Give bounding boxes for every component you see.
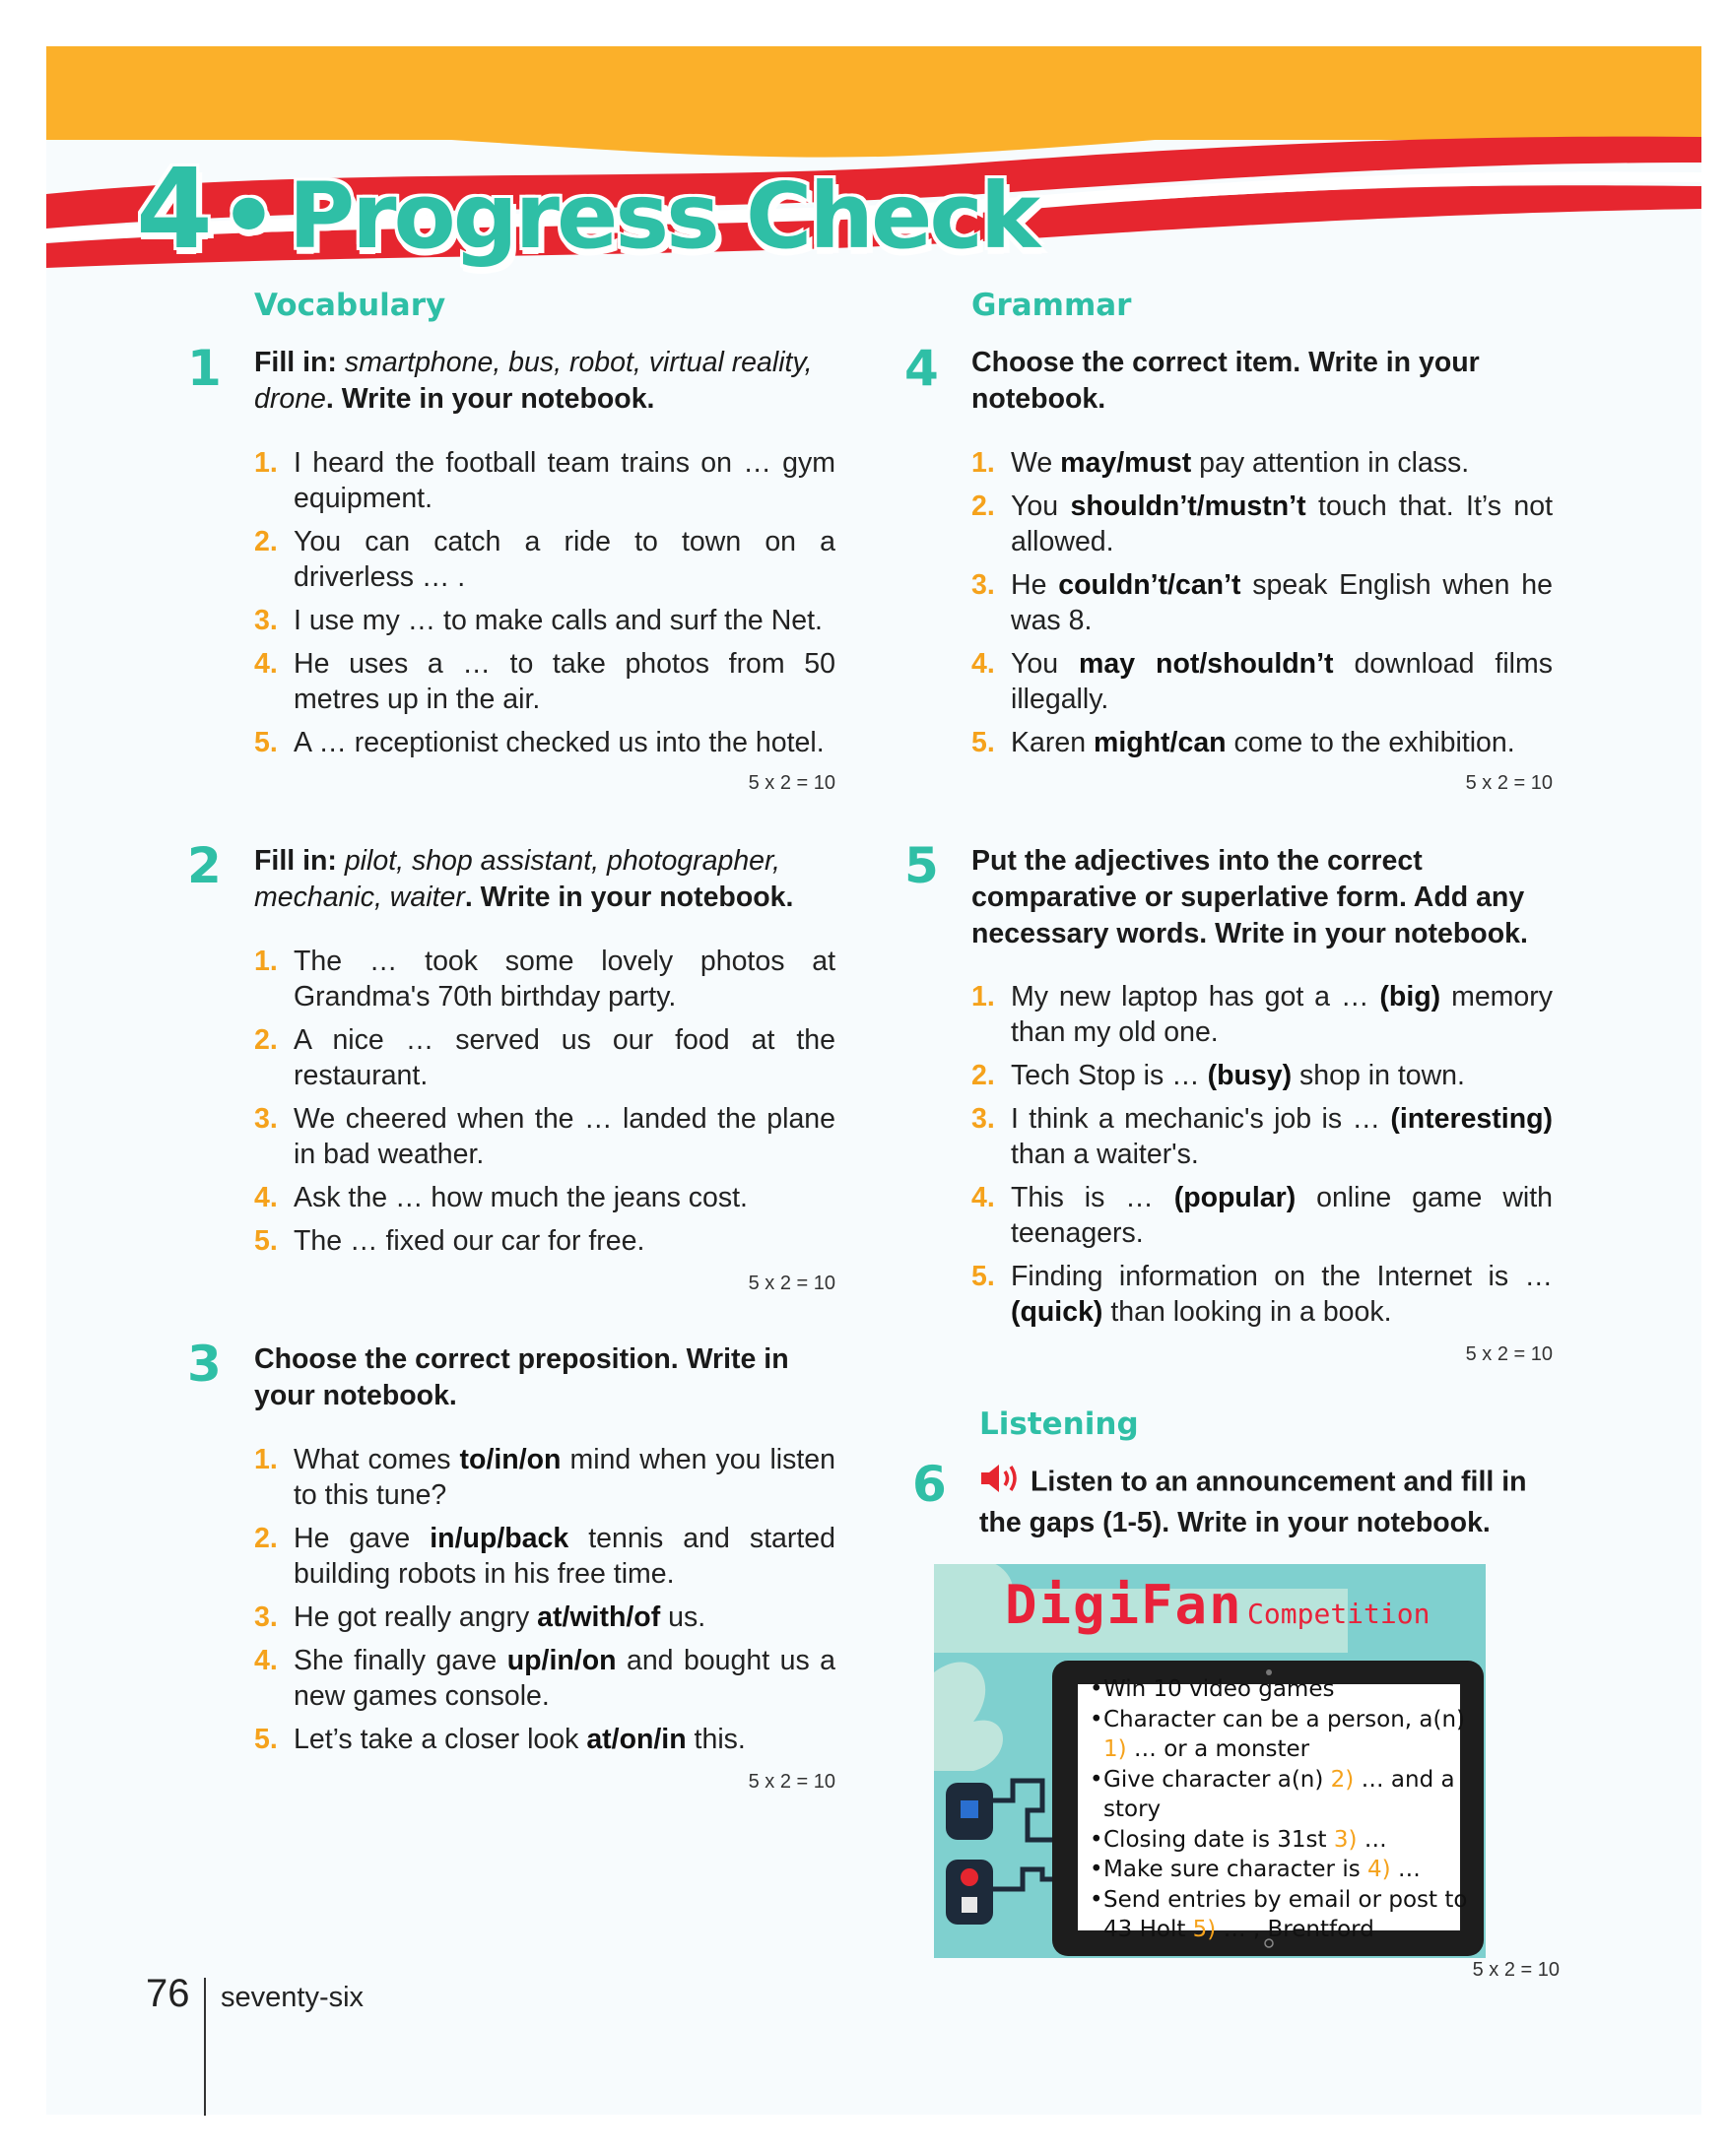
item-choice: may/must bbox=[1060, 447, 1192, 479]
poster-brand: DigiFan bbox=[1005, 1574, 1243, 1636]
exercise-2-number: 2 bbox=[187, 837, 222, 894]
item-text-after: pay attention in class. bbox=[1191, 447, 1470, 479]
item-text: I heard the football team trains on … gym equipment. bbox=[294, 447, 835, 514]
exercise-4-number: 4 bbox=[904, 340, 939, 397]
item-text-before: What comes bbox=[294, 1444, 460, 1475]
speaker-icon[interactable] bbox=[979, 1462, 1023, 1505]
exercise-2-instruction bbox=[254, 843, 835, 916]
item-choice: (interesting) bbox=[1390, 1103, 1553, 1135]
item-text: He uses a … to take photos from 50 metres up in the air. bbox=[294, 648, 835, 715]
item-number: 1. bbox=[971, 981, 995, 1013]
exercise-1-score: 5 x 2 = 10 bbox=[748, 772, 835, 794]
exercise-4-instruction: Choose the correct item. Write in your notebook. bbox=[971, 347, 1480, 415]
item-number: 3. bbox=[254, 1601, 278, 1633]
ex1-prefix: Fill in: bbox=[254, 347, 337, 378]
vocabulary-heading: Vocabulary bbox=[254, 288, 446, 323]
poster-line-text: Win 10 video games bbox=[1103, 1676, 1335, 1702]
page-number: 76 bbox=[146, 1972, 190, 2015]
poster-line-text: Send entries by email or post to 43 Holt bbox=[1103, 1886, 1468, 1942]
item-choice: at/on/in bbox=[586, 1724, 687, 1755]
item-number: 4. bbox=[254, 648, 278, 680]
item-number: 5. bbox=[254, 1724, 278, 1755]
list-item bbox=[254, 1722, 835, 1757]
item-choice: (popular) bbox=[1173, 1182, 1297, 1213]
poster-line-rest: … bbox=[1357, 1826, 1387, 1853]
item-choice: to/in/on bbox=[459, 1444, 562, 1475]
item-number: 5. bbox=[254, 1225, 278, 1257]
exercise-5-score: 5 x 2 = 10 bbox=[1465, 1343, 1553, 1365]
title-separator: • bbox=[219, 163, 275, 269]
item-choice: up/in/on bbox=[506, 1645, 617, 1676]
exercise-3-instruction: Choose the correct preposition. Write in your notebook. bbox=[254, 1343, 789, 1411]
item-text-before: This is … bbox=[1011, 1182, 1174, 1213]
exercise-5-instruction: Put the adjectives into the correct comparative or superlative form. Add any necessary words. Write in your notebook. bbox=[971, 845, 1528, 949]
list-item bbox=[971, 567, 1553, 638]
item-text: You can catch a ride to town on a driverless … . bbox=[294, 526, 835, 593]
poster-info-list bbox=[1090, 1674, 1484, 1945]
item-number: 5. bbox=[971, 1261, 995, 1292]
item-text-after: touch that. It’s not allowed. bbox=[1011, 490, 1554, 557]
item-text-before: He bbox=[1011, 569, 1059, 601]
item-text-after: mind when you listen to this tune? bbox=[294, 1444, 835, 1511]
item-number: 4. bbox=[254, 1182, 278, 1213]
item-choice: at/with/of bbox=[537, 1601, 661, 1633]
item-choice: shouldn’t/mustn’t bbox=[1070, 490, 1306, 522]
grammar-heading: Grammar bbox=[971, 288, 1132, 323]
list-item bbox=[254, 1180, 835, 1215]
exercise-3-list bbox=[254, 1442, 835, 1765]
gap-number: 4) bbox=[1367, 1857, 1391, 1882]
item-number: 2. bbox=[254, 1024, 278, 1056]
ex6-instruction-text: Listen to an announcement and fill in the gaps (1-5). Write in your notebook. bbox=[979, 1466, 1527, 1538]
poster-line bbox=[1090, 1885, 1484, 1945]
poster-line-rest: … and a story bbox=[1103, 1766, 1455, 1822]
list-item bbox=[971, 1058, 1553, 1093]
item-number: 5. bbox=[254, 727, 278, 758]
exercise-1-list bbox=[254, 445, 835, 768]
item-text-before: You bbox=[1011, 648, 1080, 680]
item-text: I use my … to make calls and surf the Net. bbox=[294, 605, 823, 636]
ex2-word-list: pilot, shop assistant, photographer, mechanic, waiter bbox=[254, 845, 780, 913]
item-text-after: come to the exhibition. bbox=[1226, 727, 1515, 758]
item-text-before: My new laptop has got a … bbox=[1011, 981, 1380, 1013]
poster-line-text: Make sure character is bbox=[1103, 1857, 1368, 1882]
item-choice: might/can bbox=[1093, 727, 1227, 758]
exercise-5-list bbox=[971, 979, 1553, 1338]
exercise-5-number: 5 bbox=[904, 837, 939, 894]
ex2-prefix: Fill in: bbox=[254, 845, 337, 877]
item-text: Ask the … how much the jeans cost. bbox=[294, 1182, 748, 1213]
exercise-1-number: 1 bbox=[187, 340, 222, 397]
ex1-suffix: . Write in your notebook. bbox=[325, 383, 655, 415]
list-item bbox=[254, 445, 835, 516]
item-number: 3. bbox=[971, 569, 995, 601]
item-text-after: online game with teenagers. bbox=[1011, 1182, 1553, 1249]
item-text-before: We bbox=[1011, 447, 1061, 479]
item-text-after: than a waiter's. bbox=[1011, 1139, 1199, 1170]
list-item bbox=[254, 603, 835, 638]
poster-line bbox=[1090, 1674, 1484, 1705]
listening-heading: Listening bbox=[979, 1406, 1139, 1442]
item-text: The … fixed our car for free. bbox=[294, 1225, 645, 1257]
item-number: 2. bbox=[254, 526, 278, 557]
item-text-before: She finally gave bbox=[294, 1645, 507, 1676]
list-item bbox=[971, 1101, 1553, 1172]
list-item bbox=[254, 1600, 835, 1635]
poster-line-rest: … bbox=[1390, 1857, 1421, 1882]
item-number: 3. bbox=[254, 605, 278, 636]
item-text-before: I think a mechanic's job is … bbox=[1011, 1103, 1391, 1135]
item-number: 2. bbox=[254, 1523, 278, 1554]
exercise-6-number: 6 bbox=[912, 1456, 947, 1513]
unit-title bbox=[136, 146, 1037, 274]
gap-number: 2) bbox=[1330, 1766, 1355, 1793]
list-item bbox=[254, 1442, 835, 1513]
item-number: 3. bbox=[971, 1103, 995, 1135]
poster-line-text: Closing date is 31st bbox=[1103, 1826, 1334, 1853]
poster-subtitle: Competition bbox=[1247, 1598, 1431, 1630]
list-item bbox=[254, 524, 835, 595]
list-item bbox=[254, 646, 835, 717]
page-number-words: seventy-six bbox=[221, 1982, 365, 2013]
list-item bbox=[254, 1223, 835, 1259]
footer-divider bbox=[204, 1978, 206, 2116]
exercise-4-list bbox=[971, 445, 1553, 768]
item-number: 1. bbox=[971, 447, 995, 479]
item-text-after: than looking in a book. bbox=[1102, 1296, 1392, 1328]
item-text: A nice … served us our food at the restaurant. bbox=[294, 1024, 835, 1091]
exercise-3-number: 3 bbox=[187, 1336, 222, 1393]
list-item bbox=[254, 1022, 835, 1093]
item-number: 1. bbox=[254, 946, 278, 977]
item-number: 2. bbox=[971, 1060, 995, 1091]
exercise-4-score: 5 x 2 = 10 bbox=[1465, 772, 1553, 794]
list-item bbox=[971, 979, 1553, 1050]
item-text-after: us. bbox=[660, 1601, 706, 1633]
list-item bbox=[254, 1521, 835, 1592]
poster-line-rest: … , Brentford bbox=[1216, 1917, 1374, 1942]
gap-number: 5) bbox=[1192, 1917, 1217, 1942]
poster-line bbox=[1090, 1855, 1484, 1885]
item-text-after: shop in town. bbox=[1292, 1060, 1465, 1091]
item-text-before: Tech Stop is … bbox=[1011, 1060, 1208, 1091]
exercise-2-list bbox=[254, 944, 835, 1267]
item-text-before: He got really angry bbox=[294, 1601, 538, 1633]
list-item bbox=[971, 489, 1553, 559]
ex1-word-list: smartphone, bus, robot, virtual reality, drone bbox=[254, 347, 813, 415]
item-choice: may not/shouldn’t bbox=[1079, 648, 1334, 680]
exercise-3-score: 5 x 2 = 10 bbox=[748, 1771, 835, 1793]
item-choice: (big) bbox=[1379, 981, 1441, 1013]
item-text-after: this. bbox=[686, 1724, 746, 1755]
item-choice: couldn’t/can’t bbox=[1058, 569, 1241, 601]
gap-number: 3) bbox=[1333, 1826, 1358, 1853]
poster-line-text: Character can be a person, a(n) bbox=[1103, 1706, 1466, 1732]
item-number: 3. bbox=[254, 1103, 278, 1135]
title-text: Progress Check bbox=[288, 163, 1038, 269]
item-text-before: Karen bbox=[1011, 727, 1094, 758]
item-text-before: Finding information on the Internet is … bbox=[1011, 1261, 1553, 1292]
list-item bbox=[971, 1180, 1553, 1251]
list-item bbox=[971, 445, 1553, 481]
item-text-before: Let’s take a closer look bbox=[294, 1724, 587, 1755]
item-choice: (busy) bbox=[1207, 1060, 1293, 1091]
item-number: 5. bbox=[971, 727, 995, 758]
exercise-2-score: 5 x 2 = 10 bbox=[748, 1273, 835, 1294]
item-text: We cheered when the … landed the plane in bad weather. bbox=[294, 1103, 835, 1170]
item-number: 4. bbox=[254, 1645, 278, 1676]
list-item bbox=[254, 1101, 835, 1172]
item-number: 4. bbox=[971, 648, 995, 680]
poster-line bbox=[1090, 1825, 1484, 1856]
list-item bbox=[971, 646, 1553, 717]
item-text-after: and bought us a new games console. bbox=[294, 1645, 835, 1712]
item-number: 2. bbox=[971, 490, 995, 522]
item-number: 4. bbox=[971, 1182, 995, 1213]
list-item bbox=[971, 725, 1553, 760]
list-item bbox=[254, 725, 835, 760]
item-text: A … receptionist checked us into the hotel. bbox=[294, 727, 825, 758]
item-choice: (quick) bbox=[1011, 1296, 1103, 1328]
list-item bbox=[971, 1259, 1553, 1330]
poster-line bbox=[1090, 1765, 1484, 1825]
exercise-6-score: 5 x 2 = 10 bbox=[1472, 1959, 1560, 1981]
item-text-after: download films illegally. bbox=[1011, 648, 1553, 715]
exercise-1-instruction bbox=[254, 345, 835, 418]
item-text-before: You bbox=[1011, 490, 1071, 522]
item-text-after: tennis and started building robots in his free time. bbox=[294, 1523, 835, 1590]
unit-number: 4 bbox=[136, 146, 210, 274]
item-number: 1. bbox=[254, 447, 278, 479]
item-text: The … took some lovely photos at Grandma's 70th birthday party. bbox=[294, 946, 835, 1013]
item-choice: in/up/back bbox=[430, 1523, 569, 1554]
poster-line-text: Give character a(n) bbox=[1103, 1766, 1331, 1793]
list-item bbox=[254, 944, 835, 1014]
item-text-after: memory than my old one. bbox=[1011, 981, 1554, 1048]
item-text-before: He gave bbox=[294, 1523, 431, 1554]
item-number: 1. bbox=[254, 1444, 278, 1475]
exercise-6-instruction bbox=[979, 1462, 1551, 1541]
poster-line-rest: … or a monster bbox=[1126, 1736, 1310, 1762]
poster-title bbox=[1005, 1574, 1430, 1636]
item-text-after: speak English when he was 8. bbox=[1011, 569, 1554, 636]
list-item bbox=[254, 1643, 835, 1714]
gap-number: 1) bbox=[1103, 1736, 1127, 1762]
poster-line bbox=[1090, 1705, 1484, 1765]
ex2-suffix: . Write in your notebook. bbox=[464, 882, 794, 913]
